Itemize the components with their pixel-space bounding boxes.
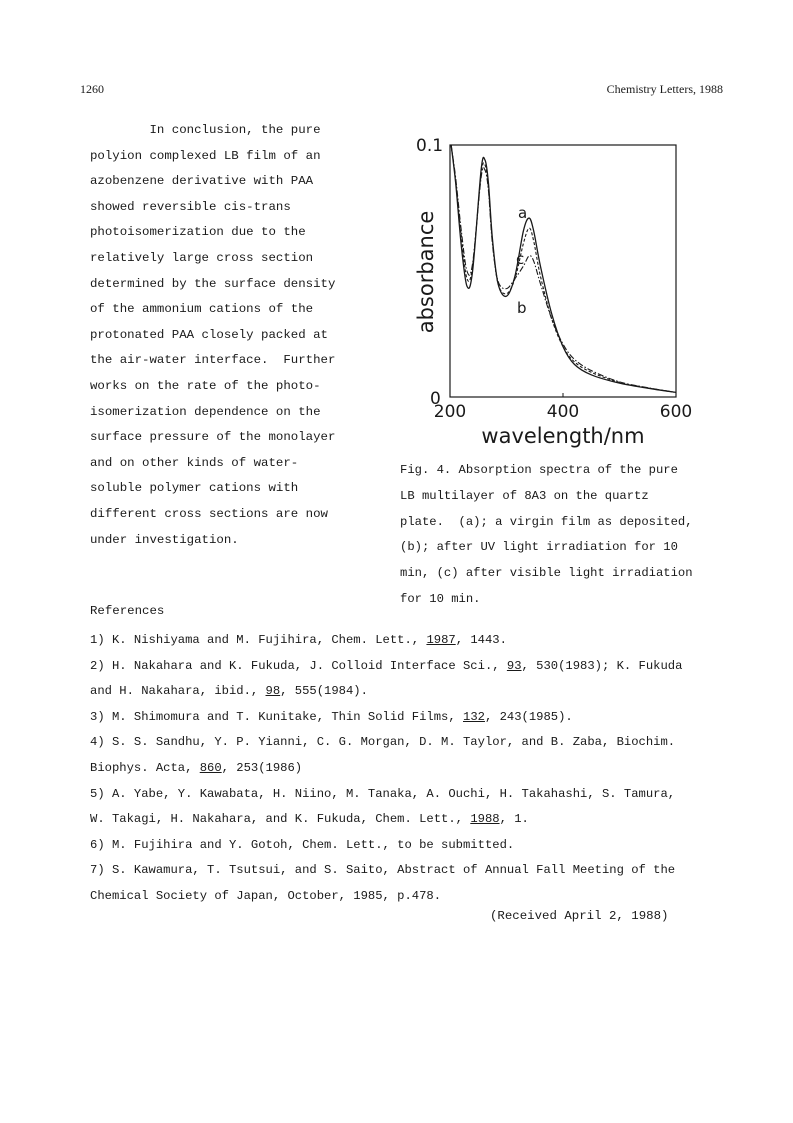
reference-continuation (90, 679, 730, 705)
figure-caption (400, 458, 720, 613)
page-number: 1260 (80, 82, 104, 96)
body-line: azobenzene derivative with PAA (90, 174, 314, 189)
x-axis-label: wavelength/nm (481, 424, 645, 448)
reference-text: W. Takagi, H. Nakahara, and K. Fukuda, Chem. Lett., (90, 812, 471, 827)
reference-list (90, 628, 730, 910)
body-line: different cross sections are now (90, 506, 328, 521)
body-line: surface pressure of the monolayer (90, 430, 336, 445)
series-group (451, 145, 676, 392)
y-axis-label: absorbance (414, 210, 438, 334)
absorption-spectra-chart (390, 130, 720, 450)
references-heading: References (90, 604, 165, 618)
reference-item: 4) S. S. Sandhu, Y. P. Yianni, C. G. Morgan, D. M. Taylor, and B. Zaba, Biochim. (90, 735, 676, 750)
caption-line: (b); after UV light irradiation for 10 (400, 540, 678, 555)
x-tick-label: 400 (546, 402, 580, 422)
journal-header: Chemistry Letters, 1988 (606, 82, 723, 96)
curve-label-c: c (516, 250, 525, 268)
reference-volume: 132 (463, 709, 485, 724)
reference-text: , 253(1986) (221, 760, 303, 775)
reference-text: , 530(1983); K. Fukuda (521, 658, 683, 673)
caption-line: min, (c) after visible light irradiation (400, 566, 693, 581)
reference-text: 2) H. Nakahara and K. Fukuda, J. Colloid Interface Sci., (90, 658, 507, 673)
reference-item: 6) M. Fujihira and Y. Gotoh, Chem. Lett., to be submitted. (90, 837, 515, 852)
caption-line: Fig. 4. Absorption spectra of the pure (400, 463, 678, 477)
body-line: protonated PAA closely packed at (90, 327, 328, 342)
reference-item: 7) S. Kawamura, T. Tsutsui, and S. Saito, Abstract of Annual Fall Meeting of the (90, 863, 676, 878)
reference-volume: 860 (199, 760, 222, 775)
reference-year: 1987 (426, 633, 456, 647)
reference-text: 1) K. Nishiyama and M. Fujihira, Chem. Lett., (90, 633, 427, 647)
reference-text: and H. Nakahara, ibid., (90, 684, 266, 699)
series-line-a (451, 145, 676, 392)
body-line: photoisomerization due to the (90, 225, 306, 240)
conclusion-paragraph (90, 118, 380, 553)
body-line: works on the rate of the photo- (90, 378, 321, 393)
reference-item (90, 705, 730, 731)
reference-text: 3) M. Shimomura and T. Kunitake, Thin Solid Films, (90, 709, 463, 724)
reference-text: , 555(1984). (280, 684, 368, 699)
absorption-spectra-figure (390, 130, 720, 450)
series-line-b (451, 145, 676, 392)
reference-volume: 93 (506, 658, 522, 673)
body-line: the air-water interface. Further (90, 353, 336, 368)
body-line: under investigation. (90, 532, 239, 547)
body-line: determined by the surface density (90, 276, 336, 291)
curve-label-b: b (517, 299, 527, 317)
caption-line: for 10 min. (400, 591, 481, 606)
plot-frame (450, 145, 676, 397)
reference-year: 1988 (470, 812, 500, 827)
reference-item (90, 628, 730, 654)
curve-label-a: a (518, 204, 528, 222)
body-line: relatively large cross section (90, 250, 314, 265)
x-tick-label: 200 (433, 402, 467, 422)
body-line: and on other kinds of water- (90, 455, 299, 470)
reference-text: , 1. (499, 812, 529, 827)
body-line: showed reversible cis-trans (90, 199, 291, 214)
received-date: (Received April 2, 1988) (490, 909, 669, 923)
body-line: In conclusion, the pure (90, 123, 321, 137)
body-line: isomerization dependence on the (90, 404, 321, 419)
series-line-c (451, 145, 676, 392)
reference-continuation: Chemical Society of Japan, October, 1985, p.478. (90, 888, 442, 903)
y-tick-label-bottom: 0 (430, 389, 441, 409)
caption-line: LB multilayer of 8A3 on the quartz (400, 488, 649, 503)
reference-continuation (90, 807, 730, 833)
body-line: soluble polymer cations with (90, 481, 299, 496)
reference-text: Biophys. Acta, (90, 760, 200, 775)
reference-item (90, 654, 730, 680)
y-tick-label-top: 0.1 (416, 136, 444, 156)
reference-volume: 98 (265, 684, 281, 699)
caption-line: plate. (a); a virgin film as deposited, (400, 514, 693, 529)
reference-continuation (90, 756, 730, 782)
reference-text: , 1443. (455, 633, 507, 647)
reference-item: 5) A. Yabe, Y. Kawabata, H. Niino, M. Tanaka, A. Ouchi, H. Takahashi, S. Tamura, (90, 786, 676, 801)
body-line: of the ammonium cations of the (90, 302, 314, 317)
reference-text: , 243(1985). (484, 709, 573, 724)
body-line: polyion complexed LB film of an (90, 148, 321, 163)
x-tick-label: 600 (659, 402, 693, 422)
